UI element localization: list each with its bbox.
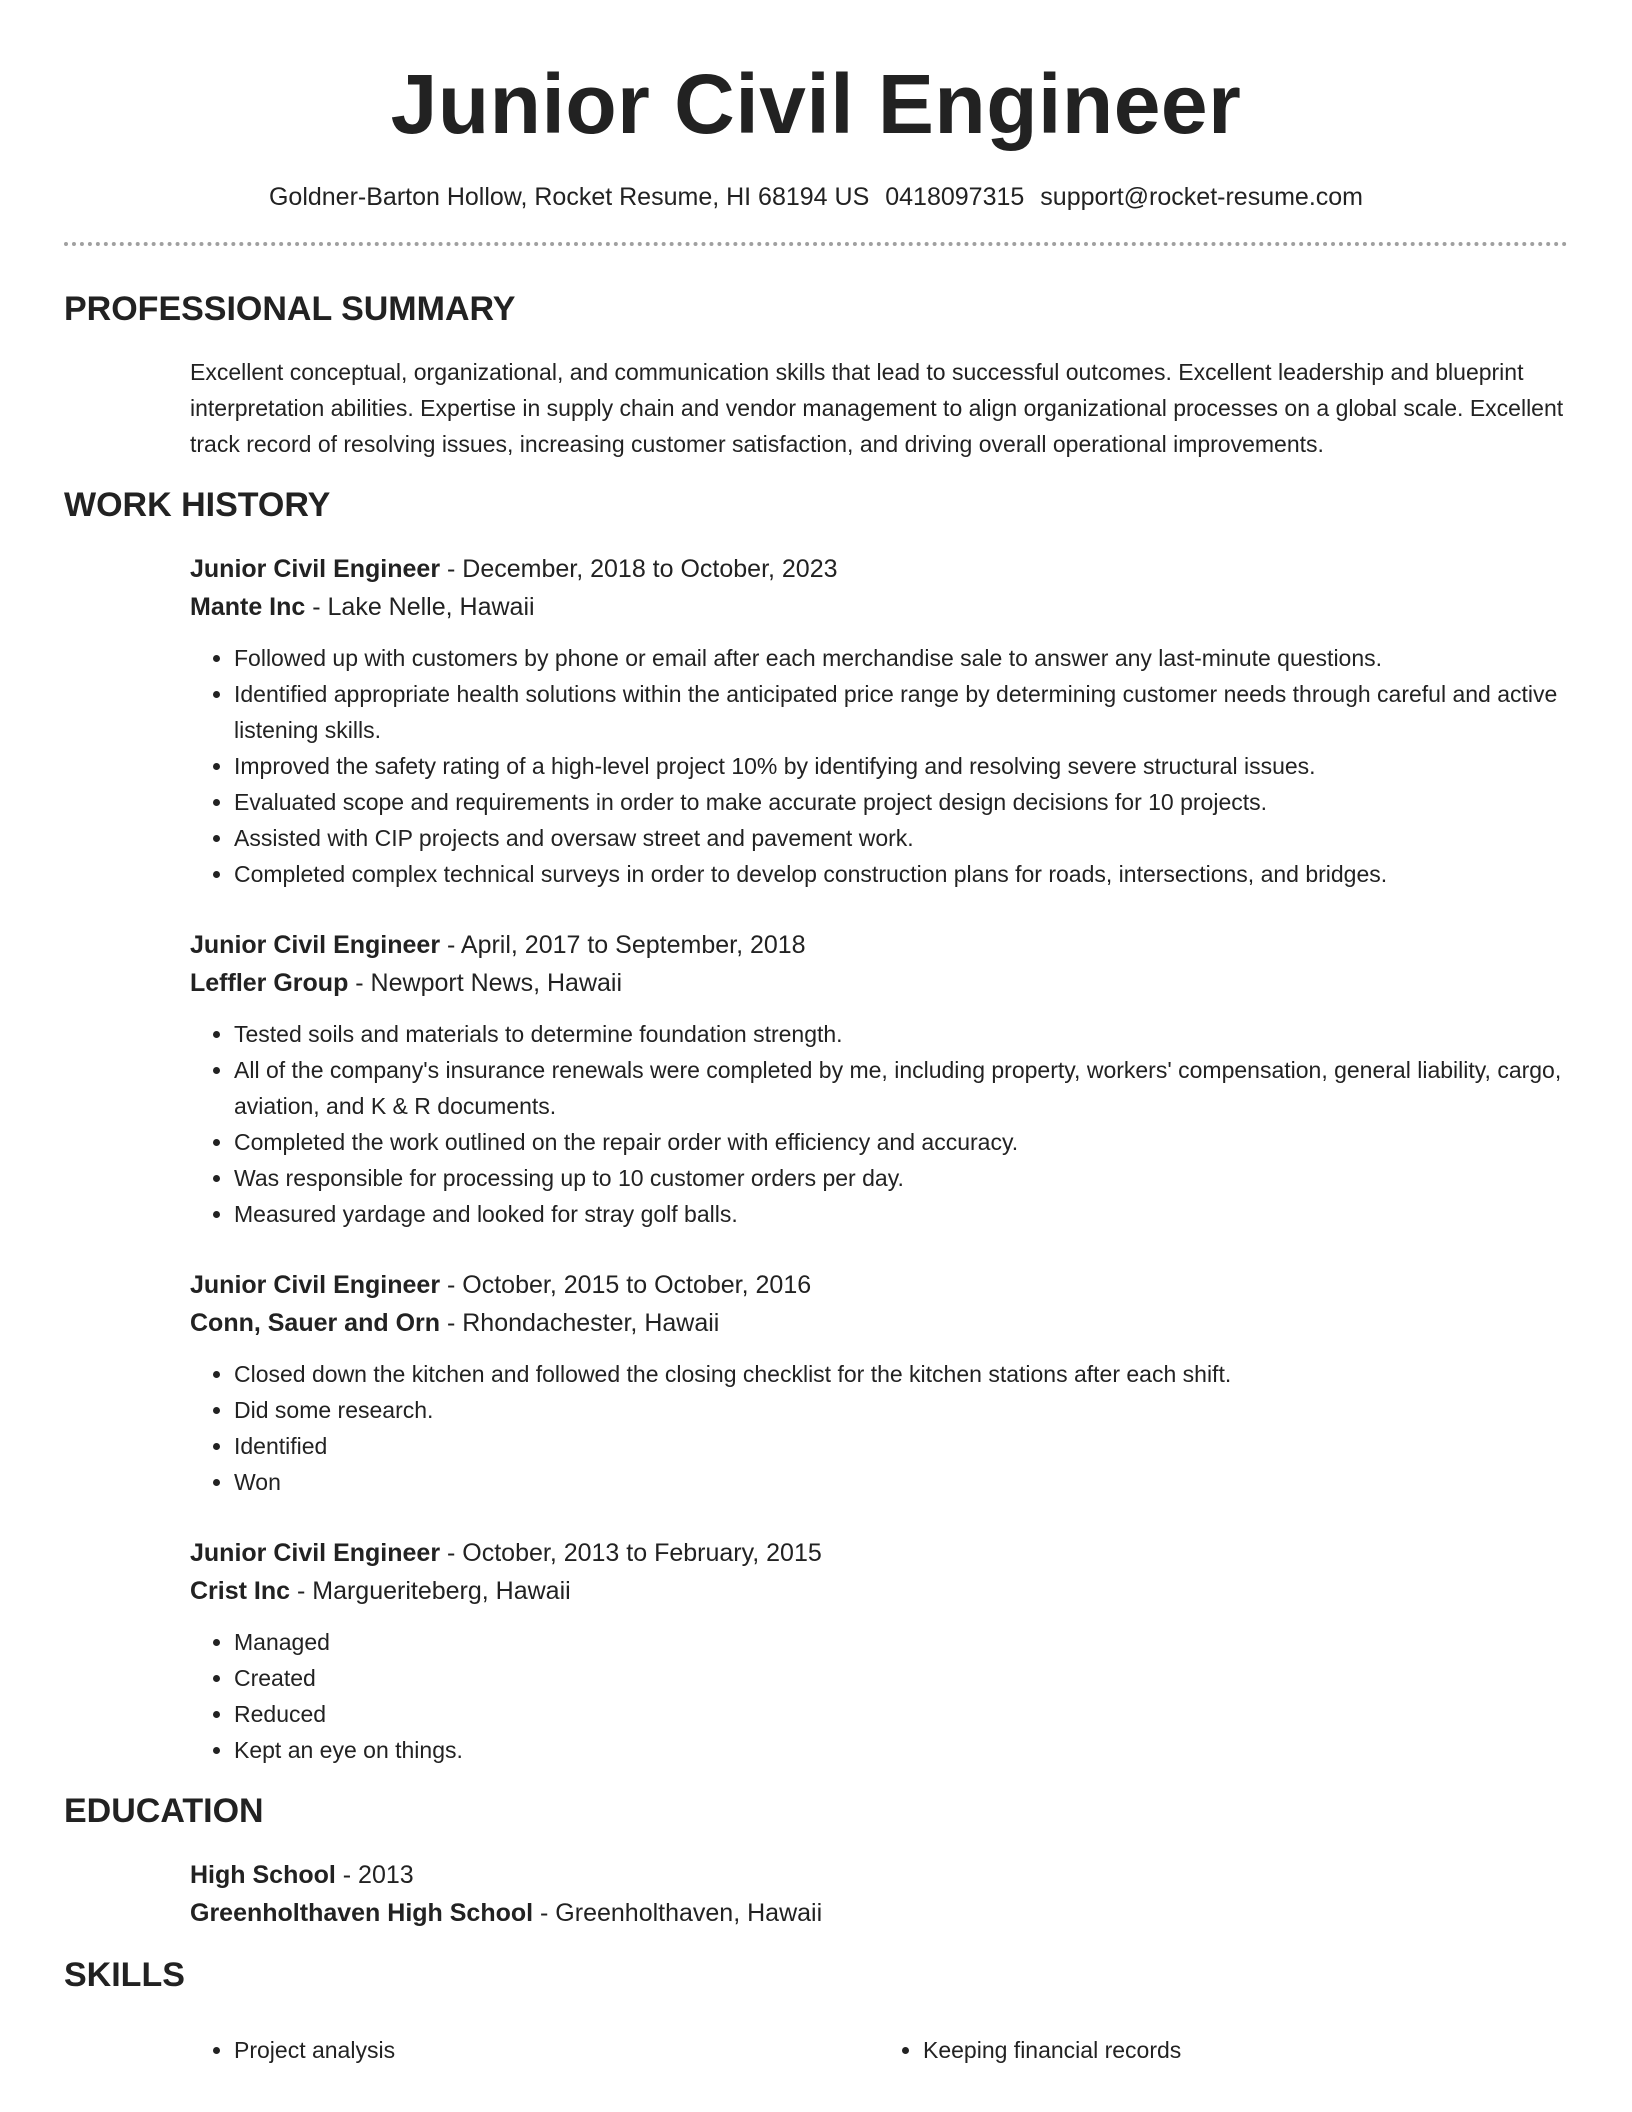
job-bullet: • Completed complex technical surveys in order to develop construction plans for roads, intersections, and bridges.: [234, 856, 1568, 892]
job-dates: - April, 2017 to September, 2018: [440, 931, 806, 959]
job-bullet: • All of the company's insurance renewals were completed by me, including property, workers' compensation, general liability, cargo, aviation, and K & R documents.: [234, 1052, 1568, 1124]
summary-heading: PROFESSIONAL SUMMARY: [64, 290, 516, 328]
skills-heading: SKILLS: [64, 1956, 185, 1994]
job-bullet: • Kept an eye on things.: [234, 1732, 1568, 1768]
job-bullet: • Did some research.: [234, 1392, 1568, 1428]
job-bullet: • Identified appropriate health solutions within the anticipated price range by determining customer needs through careful and active listening skills.: [234, 676, 1568, 748]
job-role: Junior Civil Engineer: [190, 931, 441, 959]
summary-section: [64, 288, 1568, 462]
resume-name: Junior Civil Engineer: [390, 57, 1242, 151]
job-bullets: [190, 1356, 1568, 1500]
job-company-line: [190, 1304, 1568, 1342]
job-role: Junior Civil Engineer: [190, 1539, 441, 1567]
education-school-line: [190, 1894, 1568, 1932]
job-location: - Newport News, Hawaii: [348, 969, 623, 997]
job-bullet: • Was responsible for processing up to 10 customer orders per day.: [234, 1160, 1568, 1196]
job-bullet: • Improved the safety rating of a high-level project 10% by identifying and resolving severe structural issues.: [234, 748, 1568, 784]
skill-item: • Keeping financial records: [923, 2032, 1568, 2068]
job-company: Leffler Group: [190, 969, 349, 997]
skills-list: [190, 2032, 1568, 2068]
job-location: - Margueriteberg, Hawaii: [290, 1577, 571, 1605]
job-company: Conn, Sauer and Orn: [190, 1309, 441, 1337]
job-role: Junior Civil Engineer: [190, 555, 441, 583]
job-bullet: • Tested soils and materials to determine foundation strength.: [234, 1016, 1568, 1052]
contact-address: Goldner-Barton Hollow, Rocket Resume, HI 68194 US: [268, 183, 870, 211]
header-divider: [64, 242, 1568, 246]
job-bullet: • Followed up with customers by phone or email after each merchandise sale to answer any last-minute questions.: [234, 640, 1568, 676]
education-year: - 2013: [335, 1861, 414, 1889]
education-location: - Greenholthaven, Hawaii: [533, 1899, 823, 1927]
job-dates: - December, 2018 to October, 2023: [440, 555, 838, 583]
job-location: - Lake Nelle, Hawaii: [305, 593, 535, 621]
job-dates: - October, 2015 to October, 2016: [440, 1271, 812, 1299]
job-title-line: [190, 926, 1568, 964]
education-school: Greenholthaven High School: [190, 1899, 534, 1927]
job-entry: [190, 1534, 1568, 1768]
job-bullets: [190, 640, 1568, 892]
job-title-line: [190, 1534, 1568, 1572]
job-bullet: • Identified: [234, 1428, 1568, 1464]
job-bullet: • Assisted with CIP projects and oversaw street and pavement work.: [234, 820, 1568, 856]
job-bullet: • Reduced: [234, 1696, 1568, 1732]
education-degree-line: [190, 1856, 1568, 1894]
job-bullet: • Managed: [234, 1624, 1568, 1660]
job-bullets: [190, 1016, 1568, 1232]
skills-column-left: [190, 2032, 879, 2068]
job-bullets: [190, 1624, 1568, 1768]
job-bullet: • Closed down the kitchen and followed the closing checklist for the kitchen stations after each shift.: [234, 1356, 1568, 1392]
contact-line: [64, 180, 1568, 214]
job-company-line: [190, 588, 1568, 626]
skill-item: • Project analysis: [234, 2032, 879, 2068]
job-company-line: [190, 1572, 1568, 1610]
job-location: - Rhondachester, Hawaii: [440, 1309, 720, 1337]
job-company: Crist Inc: [190, 1577, 291, 1605]
job-company-line: [190, 964, 1568, 1002]
education-section: [64, 1790, 1568, 1932]
skills-section: [64, 1954, 1568, 2068]
job-bullet: • Completed the work outlined on the repair order with efficiency and accuracy.: [234, 1124, 1568, 1160]
job-role: Junior Civil Engineer: [190, 1271, 441, 1299]
education-heading: EDUCATION: [64, 1792, 264, 1830]
job-bullet: • Measured yardage and looked for stray golf balls.: [234, 1196, 1568, 1232]
contact-phone: 0418097315: [885, 183, 1025, 211]
education-entry: [190, 1856, 1568, 1932]
job-title-line: [190, 1266, 1568, 1304]
skills-column-right: [879, 2032, 1568, 2068]
job-company: Mante Inc: [190, 593, 306, 621]
job-dates: - October, 2013 to February, 2015: [440, 1539, 822, 1567]
job-bullet: • Created: [234, 1660, 1568, 1696]
job-entry: [190, 926, 1568, 1232]
contact-email: support@rocket-resume.com: [1040, 183, 1364, 211]
job-entry: [190, 1266, 1568, 1500]
job-bullet: • Evaluated scope and requirements in order to make accurate project design decisions for 10 projects.: [234, 784, 1568, 820]
work-history-heading: WORK HISTORY: [64, 486, 331, 524]
job-entry: [190, 550, 1568, 892]
work-history-section: [64, 484, 1568, 1768]
job-title-line: [190, 550, 1568, 588]
job-bullet: • Won: [234, 1464, 1568, 1500]
education-degree: High School: [190, 1861, 336, 1889]
summary-text: Excellent conceptual, organizational, and communication skills that lead to successful outcomes. Excellent leadership and blueprint interpretation abilities. Expertise in supply chain and vendor management to align organizational processes on a global scale. Excellent track record of resolving issues, increasing customer satisfaction, and driving overall operational improvements.: [190, 359, 1564, 457]
